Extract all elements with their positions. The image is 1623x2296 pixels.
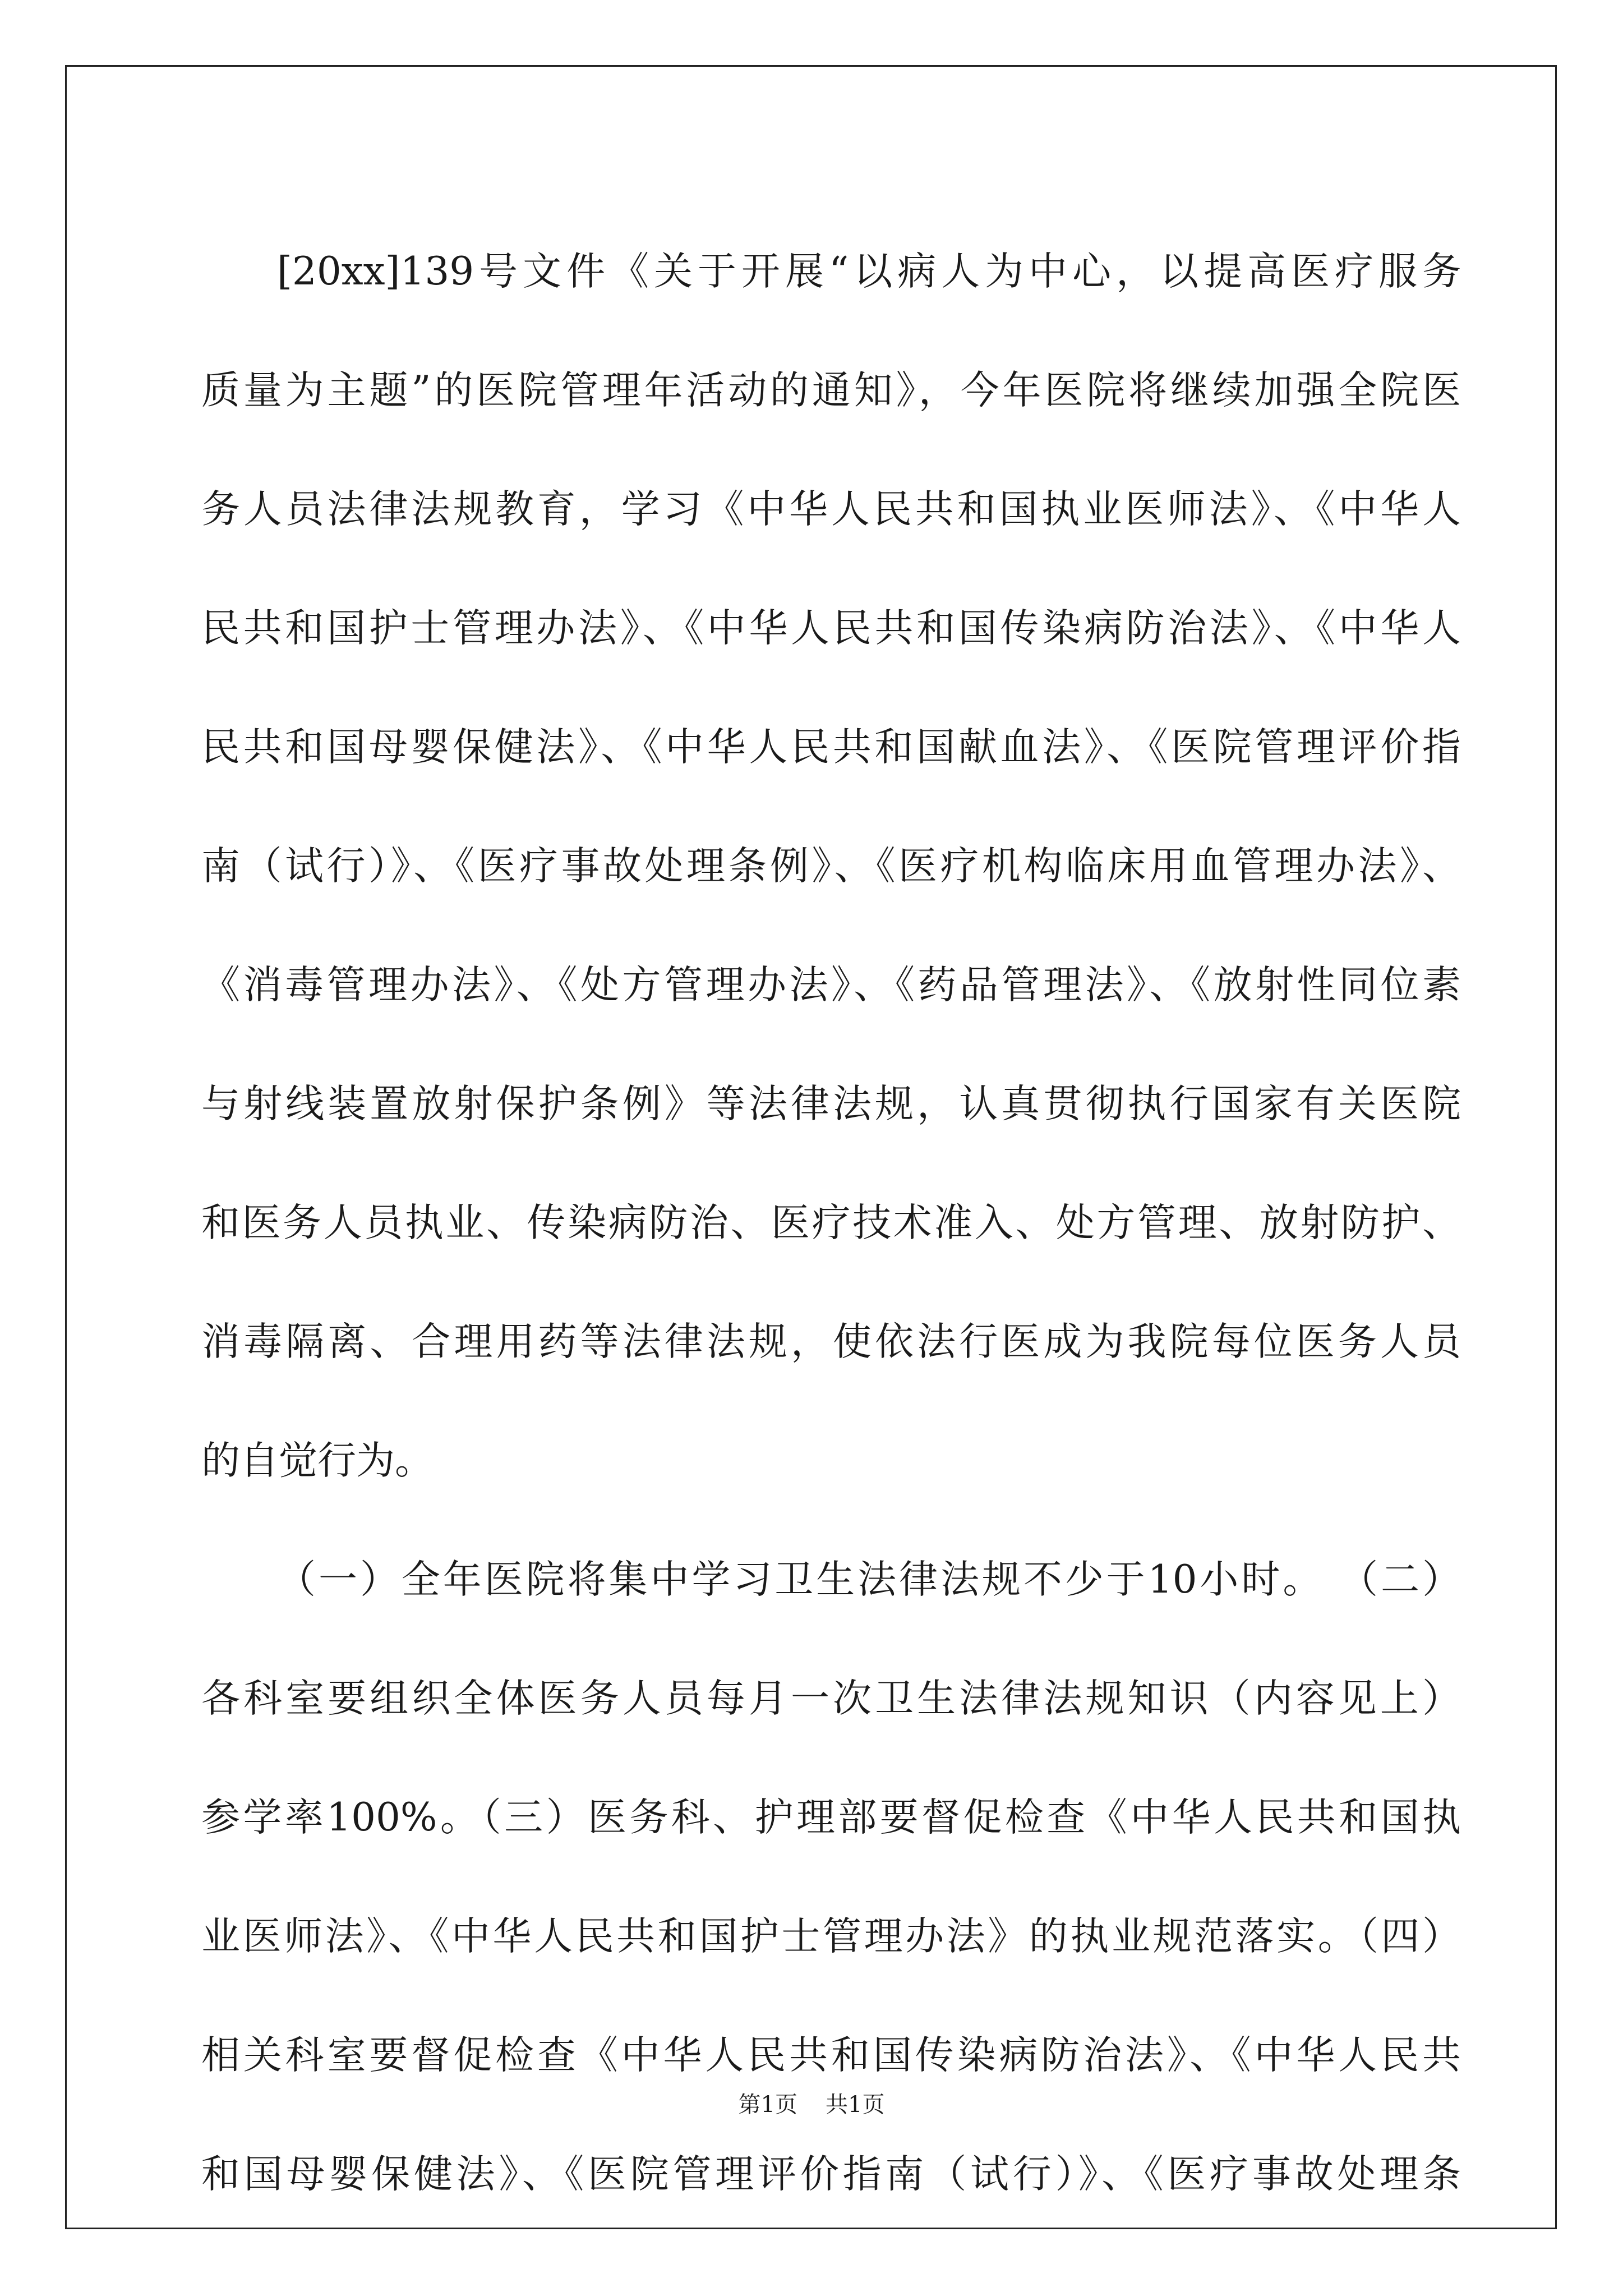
paragraph-2-line: 参学率100%。（三）医务科、护理部要督促检查《中华人民共和国执	[201, 1795, 1461, 1840]
paragraph-1-line: 和医务人员执业、传染病防治、医疗技术准入、处方管理、放射防护、	[201, 1200, 1461, 1245]
paragraph-1-line: 质量为主题”的医院管理年活动的通知》，今年医院将继续加强全院医	[201, 368, 1461, 413]
document-body	[201, 212, 1461, 2234]
paragraph-1-line: 民共和国母婴保健法》、《中华人民共和国献血法》、《医院管理评价指	[201, 725, 1461, 770]
paragraph-1-line: 消毒隔离、合理用药等法律法规，使依法行医成为我院每位医务人员	[201, 1319, 1461, 1364]
paragraph-2-line: 业医师法》、《中华人民共和国护士管理办法》的执业规范落实。（四）	[201, 1914, 1461, 1959]
paragraph-2-line: （一）全年医院将集中学习卫生法律法规不少于10小时。 （二）	[277, 1557, 1461, 1602]
paragraph-2-line: 各科室要组织全体医务人员每月一次卫生法律法规知识（内容见上）	[201, 1676, 1461, 1721]
paragraph-1-line: 《消毒管理办法》、《处方管理办法》、《药品管理法》、《放射性同位素	[201, 963, 1461, 1007]
page-footer	[0, 2087, 1623, 2119]
paragraph-1-line: 的自觉行为。	[201, 1438, 434, 1483]
paragraph-1-line: 务人员法律法规教育，学习《中华人民共和国执业医师法》、《中华人	[201, 487, 1461, 532]
page-number-current: 第1页	[738, 2092, 797, 2118]
paragraph-1-line: [20xx]139号文件《关于开展“以病人为中心，以提高医疗服务	[277, 249, 1461, 294]
paragraph-1-line: 民共和国护士管理办法》、《中华人民共和国传染病防治法》、《中华人	[201, 606, 1461, 651]
paragraph-1-line: 南（试行）》、《医疗事故处理条例》、《医疗机构临床用血管理办法》、	[201, 844, 1461, 889]
paragraph-2-line: 相关科室要督促检查《中华人民共和国传染病防治法》、《中华人民共	[201, 2033, 1461, 2078]
paragraph-2-line: 和国母婴保健法》、《医院管理评价指南（试行）》、《医疗事故处理条	[201, 2152, 1461, 2197]
paragraph-1-line: 与射线装置放射保护条例》等法律法规，认真贯彻执行国家有关医院	[201, 1082, 1461, 1126]
page-number-total: 共1页	[826, 2092, 885, 2118]
